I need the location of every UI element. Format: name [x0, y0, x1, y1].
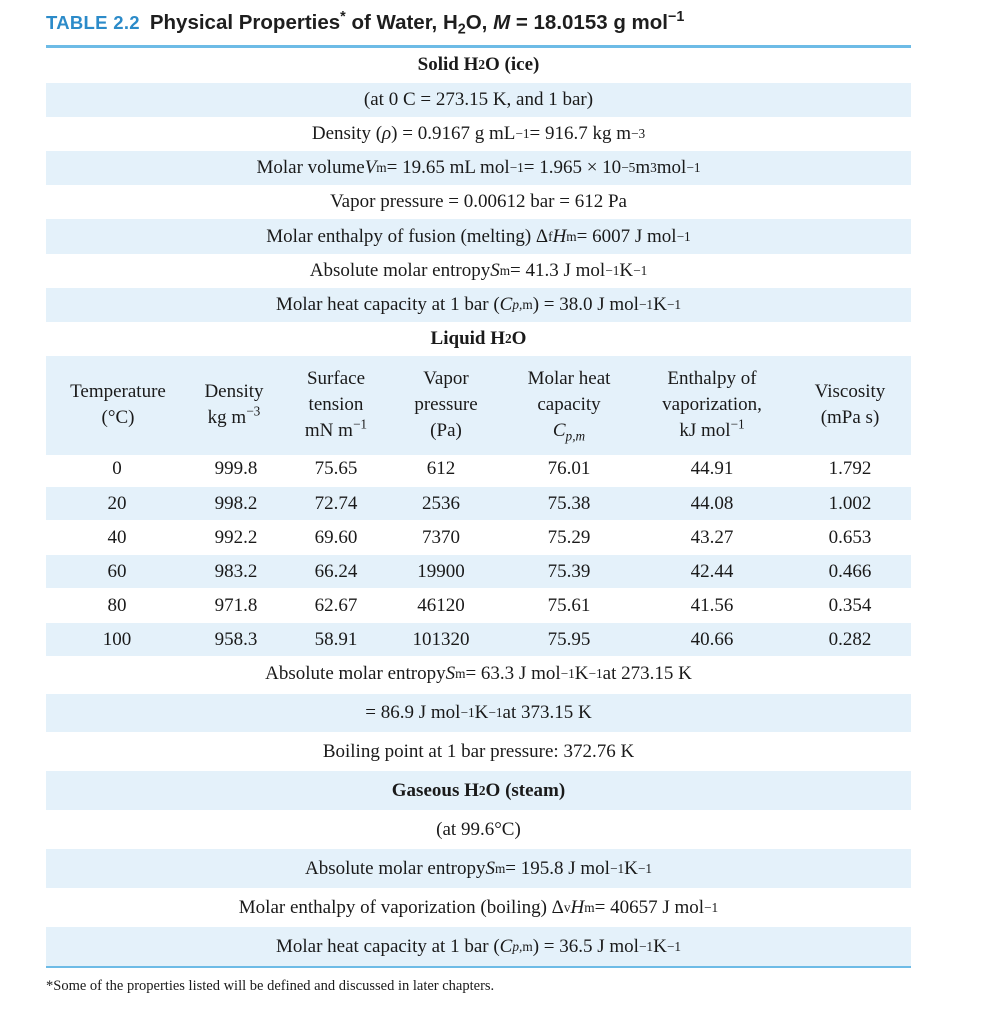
solid-density: Density ( ρ ) = 0.9167 g mL −1 = 916.7 kg m −3 [311, 123, 646, 144]
h-vap2: pressure [414, 394, 478, 415]
sf-H: H [552, 225, 567, 247]
h-heat1: Molar heat [527, 368, 611, 389]
liquid-heading-a: Liquid H [430, 328, 506, 349]
cell-density: 958.3 [214, 629, 258, 650]
title-part2: of Water, H [345, 11, 458, 34]
h-heat2: capacity [537, 394, 601, 415]
cell-vapor: 101320 [412, 629, 470, 650]
cell-temp: 40 [107, 527, 127, 548]
h-surf2: tension [308, 394, 364, 415]
h-enth2: vaporization, [662, 394, 762, 415]
se-a: Absolute molar entropy [309, 260, 491, 281]
mv-a: Molar volume [256, 157, 365, 178]
cell-viscosity: 0.282 [828, 629, 872, 650]
cell-vapor: 612 [426, 458, 456, 479]
cell-density: 998.2 [214, 493, 258, 514]
se-S: S [490, 260, 500, 281]
sh-b: ) = 38.0 J mol [532, 294, 639, 315]
cell-surface: 69.60 [314, 527, 358, 548]
cell-temp: 0 [112, 458, 122, 479]
le2-c: at 373.15 K [502, 702, 592, 723]
cell-density: 999.8 [214, 458, 258, 479]
mv-V: V [364, 157, 377, 178]
solid-heat-capacity: Molar heat capacity at 1 bar ( C p,m ) = 38.0 J mol −1 K −1 [46, 288, 911, 322]
h-enth3: kJ mol [679, 420, 731, 441]
cell-heatcap: 76.01 [547, 458, 591, 479]
solid-molar-volume: Molar volume V m = 19.65 mL mol −1 = 1.965 × 10 −5 m 3 mol −1 [46, 151, 911, 185]
ge-c: K [624, 857, 638, 879]
h-temp2: (°C) [101, 407, 135, 428]
cell-viscosity: 1.792 [828, 458, 872, 479]
cell-density: 992.2 [214, 527, 258, 548]
h-vap3: (Pa) [430, 420, 462, 441]
table-row [46, 452, 911, 485]
bottom-rule [46, 966, 911, 968]
h-dens2: kg m [207, 407, 247, 428]
title-sub2: 2 [457, 21, 466, 38]
table-title [46, 5, 684, 41]
table-row [46, 555, 911, 588]
le2-a: = 86.9 J mol [365, 702, 461, 723]
gh-subm: m [522, 938, 533, 954]
h-visc1: Viscosity [814, 381, 886, 402]
cell-viscosity: 1.002 [828, 493, 872, 514]
cell-enthalpy: 44.08 [690, 493, 734, 514]
gh-a: Molar heat capacity at 1 bar ( [276, 935, 500, 957]
liquid-heading-b: O [511, 328, 527, 349]
sh-C: C [499, 294, 513, 315]
cell-surface: 58.91 [314, 629, 358, 650]
sh-sub: p, [512, 297, 523, 312]
mv-c: = 1.965 × 10 [523, 157, 622, 178]
sf-a: Molar enthalpy of fusion (melting) Δ [266, 225, 549, 247]
cell-surface: 75.65 [314, 458, 358, 479]
solid-conditions [46, 83, 911, 117]
solid-vapor-pressure [46, 185, 911, 219]
cell-surface: 66.24 [314, 561, 358, 582]
h-heat3: C [552, 420, 566, 441]
h-enth3-exp: −1 [730, 416, 745, 432]
sd-c: = 916.7 kg m [529, 123, 631, 144]
cell-heatcap: 75.61 [547, 595, 591, 616]
h-temp1: Temperature [70, 381, 166, 402]
le-d: at 273.15 K [602, 662, 692, 684]
sh-c: K [653, 294, 667, 315]
h-dens2-exp: −3 [246, 403, 261, 419]
mv-b: = 19.65 mL mol [386, 157, 510, 178]
gas-heading-a: Gaseous H [391, 779, 479, 801]
cell-temp: 20 [107, 493, 127, 514]
cell-enthalpy: 40.66 [690, 629, 734, 650]
cell-vapor: 2536 [422, 493, 460, 514]
ge-a: Absolute molar entropy [304, 857, 486, 879]
table-label: TABLE 2.2 [46, 12, 140, 33]
liquid-entropy-373: = 86.9 J mol −1 K −1 at 373.15 K [46, 694, 911, 732]
gas-conditions-text: (at 99.6°C) [436, 818, 521, 840]
cell-surface: 72.74 [314, 493, 358, 514]
table-row [46, 521, 911, 554]
cell-temp: 60 [107, 561, 127, 582]
gas-vaporization: Molar enthalpy of vaporization (boiling) Δ v H m = 40657 J mol −1 [238, 896, 719, 918]
title-part3: O, [465, 11, 494, 34]
col-header-surface-tension [286, 366, 386, 444]
h-surf3-exp: −1 [352, 416, 368, 432]
gas-heading: Gaseous H 2 O (steam) [46, 771, 911, 810]
h-enth1: Enthalpy of [667, 368, 757, 389]
le-S: S [445, 662, 456, 684]
solid-heading: Solid H 2 O (ice) [417, 54, 540, 75]
h-surf3: mN m [304, 420, 353, 441]
gas-heading-b: O (steam) [485, 779, 566, 801]
sh-a: Molar heat capacity at 1 bar ( [276, 294, 500, 315]
sd-a: Density ( [311, 123, 383, 144]
h-dens1: Density [204, 381, 264, 402]
sf-b: = 6007 J mol [576, 225, 677, 247]
gh-C: C [499, 935, 513, 957]
gh-sub: p, [512, 938, 523, 954]
solid-entropy: Absolute molar entropy S m = 41.3 J mol −1 K −1 [309, 260, 648, 281]
gv-a: Molar enthalpy of vaporization (boiling) Δ [238, 896, 564, 918]
h-visc2: (mPa s) [820, 407, 880, 428]
gv-b: = 40657 J mol [594, 896, 705, 918]
cell-heatcap: 75.39 [547, 561, 591, 582]
footnote: *Some of the properties listed will be defined and discussed in later chapters. [46, 978, 495, 994]
col-header-vapor-pressure [396, 366, 496, 444]
solid-fusion: Molar enthalpy of fusion (melting) Δ f H m = 6007 J mol −1 [46, 219, 911, 254]
title-star: * [340, 9, 346, 26]
liquid-boiling-point [46, 733, 911, 771]
cell-enthalpy: 44.91 [690, 458, 734, 479]
sd-b: ) = 0.9167 g mL [391, 123, 516, 144]
se-b: = 41.3 J mol [510, 260, 606, 281]
le-a: Absolute molar entropy [265, 662, 446, 684]
cell-vapor: 7370 [422, 527, 460, 548]
col-header-temperature [48, 379, 188, 431]
h-vap1: Vapor [423, 368, 469, 389]
le-c: K [574, 662, 589, 684]
cell-density: 971.8 [214, 595, 258, 616]
gas-entropy: Absolute molar entropy S m = 195.8 J mol −1 K −1 [46, 849, 911, 888]
gas-heat-capacity: Molar heat capacity at 1 bar ( C p,m ) = 36.5 J mol −1 K −1 [46, 927, 911, 966]
cell-heatcap: 75.95 [547, 629, 591, 650]
sd-rho: ρ [382, 123, 392, 144]
cell-viscosity: 0.354 [828, 595, 872, 616]
cell-enthalpy: 42.44 [690, 561, 734, 582]
mv-e: mol [656, 157, 687, 178]
gh-c: K [653, 935, 667, 957]
table-row [46, 589, 911, 622]
ge-b: = 195.8 J mol [505, 857, 610, 879]
solid-heading-b: O (ice) [485, 54, 540, 75]
title-exp: −1 [667, 9, 685, 26]
title-part4: = 18.0153 g mol [510, 11, 668, 34]
cell-temp: 100 [102, 629, 132, 650]
cell-viscosity: 0.466 [828, 561, 872, 582]
sh-subm: m [522, 297, 533, 312]
gh-b: ) = 36.5 J mol [532, 935, 639, 957]
le2-b: K [474, 702, 489, 723]
cell-enthalpy: 41.56 [690, 595, 734, 616]
col-header-viscosity [790, 379, 910, 431]
liquid-heading: Liquid H 2 O [430, 328, 527, 349]
cell-density: 983.2 [214, 561, 258, 582]
gas-conditions [46, 810, 911, 849]
gv-H: H [570, 896, 585, 918]
ge-S: S [485, 857, 495, 879]
solid-conditions-text: (at 0 C = 273.15 K, and 1 bar) [363, 89, 594, 110]
le-b: = 63.3 J mol [465, 662, 561, 684]
cell-temp: 80 [107, 595, 127, 616]
col-header-enthalpy [637, 366, 787, 444]
col-header-heat-capacity [509, 366, 629, 444]
mv-d: m [635, 157, 651, 178]
cell-heatcap: 75.38 [547, 493, 591, 514]
cell-viscosity: 0.653 [828, 527, 872, 548]
title-M: M [493, 11, 511, 34]
se-c: K [619, 260, 634, 281]
table-row [46, 623, 911, 656]
h-heat3-sub: p,m [565, 428, 586, 444]
table-row [46, 487, 911, 520]
col-header-density [184, 379, 284, 431]
lb-text: Boiling point at 1 bar pressure: 372.76 K [322, 741, 635, 762]
liquid-entropy-273: Absolute molar entropy S m = 63.3 J mol −1 K −1 at 273.15 K [265, 662, 692, 684]
solid-heading-a: Solid H [417, 54, 479, 75]
cell-vapor: 46120 [417, 595, 465, 616]
cell-vapor: 19900 [417, 561, 465, 582]
h-surf1: Surface [306, 368, 366, 389]
cell-enthalpy: 43.27 [690, 527, 734, 548]
cell-surface: 62.67 [314, 595, 358, 616]
sv-text: Vapor pressure = 0.00612 bar = 612 Pa [330, 191, 627, 212]
cell-heatcap: 75.29 [547, 527, 591, 548]
title-part1: Physical Properties [149, 11, 341, 34]
